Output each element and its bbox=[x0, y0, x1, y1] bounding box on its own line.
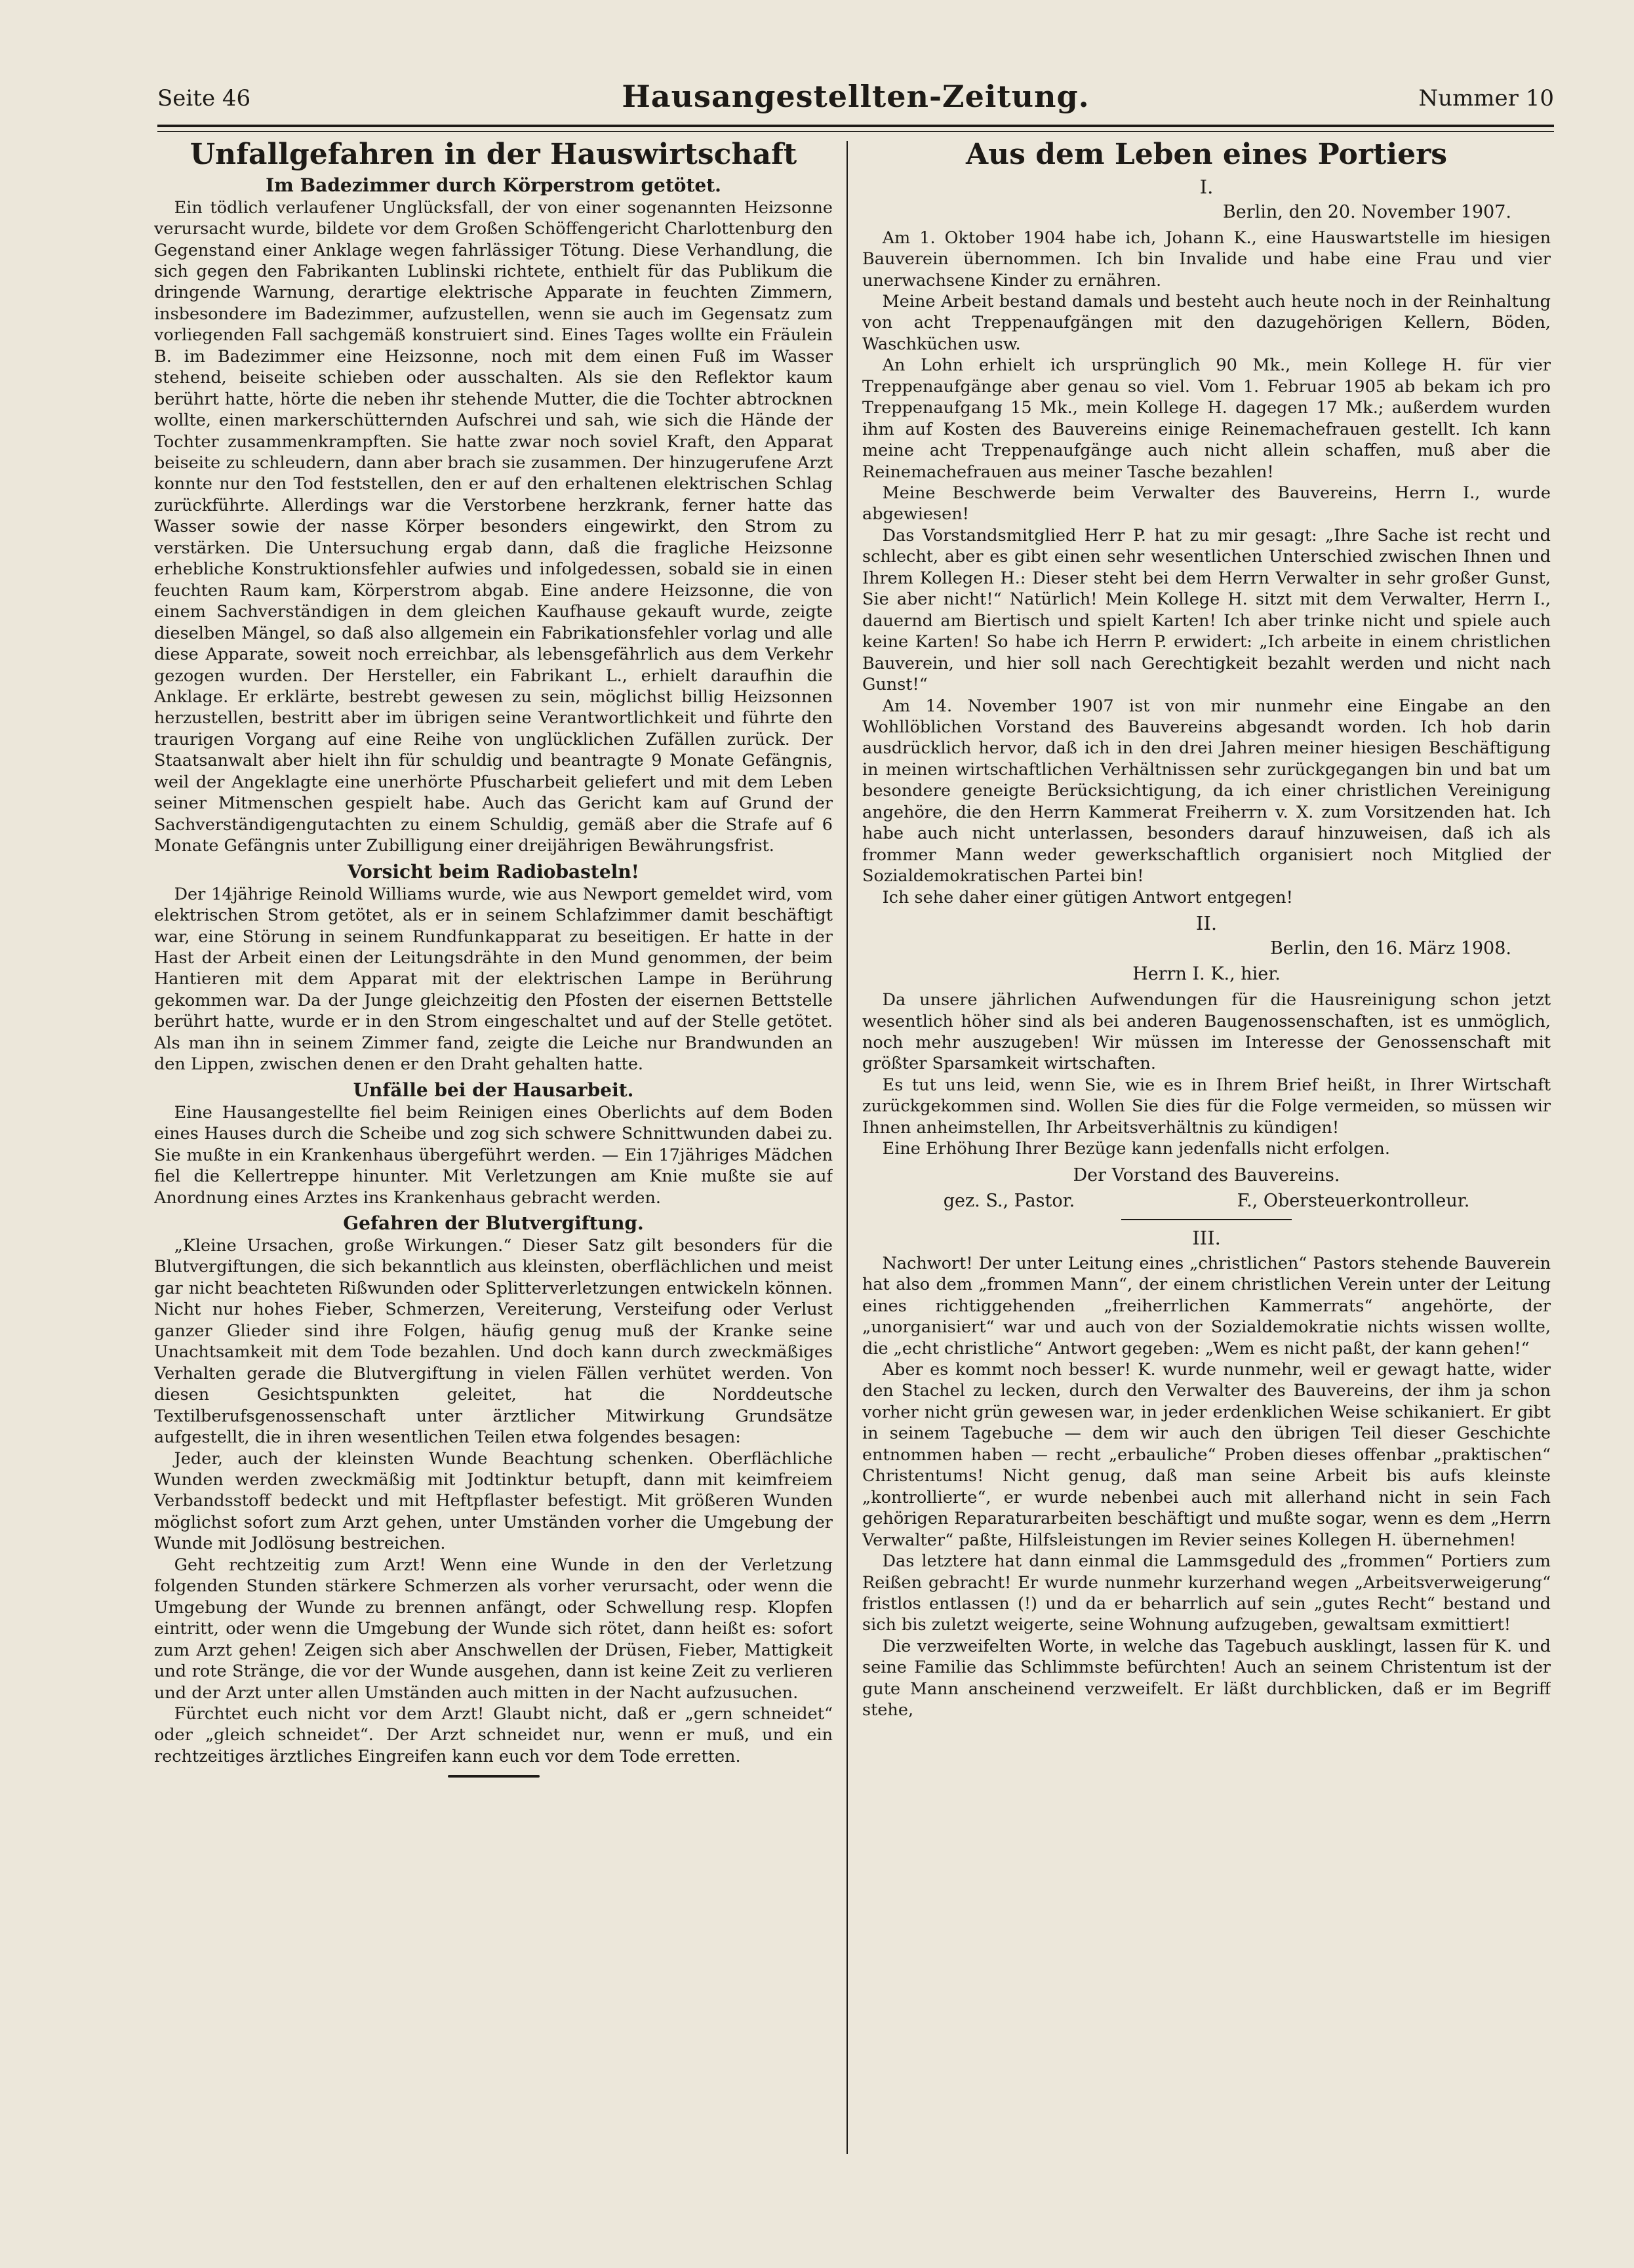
page-number: Seite 46 bbox=[157, 85, 251, 111]
issue-number: Nummer 10 bbox=[1418, 85, 1554, 111]
page-header bbox=[157, 79, 1554, 125]
article-subtitle: Im Badezimmer durch Körperstrom getötet. bbox=[266, 174, 721, 196]
letter-address: Herrn I. K., hier. bbox=[1132, 964, 1281, 985]
paragraph: An Lohn erhielt ich ursprünglich 90 Mk., mein Kollege H. für vier Treppenaufgänge aber genau so viel. Vom 1. Februar 1905 ab bekam ich pro Treppenaufgang 15 Mk., mein Kollege H. dagegen 17 Mk.; außerdem wurden ihm auf Kosten des Bauvereins einige Reinemachefrauen gestellt. Ich kann meine acht Treppenaufgänge auch nicht allein schaffen, muß aber die Reinemachefrauen aus meiner Tasche bezahlen! bbox=[862, 355, 1551, 482]
paragraph: Ein tödlich verlaufener Unglücksfall, der von einer sogenannten Heizsonne verursacht wurde, bildete vor dem Großen Schöffengericht Charlottenburg den Gegenstand einer Anklage wegen fahrlässiger Tötung. Diese Verhandlung, die sich gegen den Fabrikanten Lublinski richtete, enthielt für das Publikum die dringende Warnung, derartige elektrische Apparate in feuchten Zimmern, insbesondere im Badezimmer, aufzustellen, wenn sie auch im Gegensatz zum vorliegenden Fall sachgemäß konstruiert sind. Eines Tages wollte ein Fräulein B. im Badezimmer eine Heizsonne, noch mit dem einen Fuß im Wasser stehend, beiseite schieben oder ausschalten. Als sie den Reflektor kaum berührt hatte, hörte die neben ihr stehende Mutter, die die Tochter abtrocknen wollte, einen markerschütternden Aufschrei und sah, wie sich die Hände der Tochter zusammenkrampften. Sie hatte zwar noch soviel Kraft, den Apparat beiseite zu schleudern, dann aber brach sie zusammen. Der hinzugerufene Arzt konnte nur den Tod feststellen, den er auf den erhaltenen elektrischen Schlag zurückführte. Allerdings war die Verstorbene herzkrank, ferner hatte das Wasser sowie der nasse Körper besonders eingewirkt, den Strom zu verstärken. Die Untersuchung ergab dann, daß die fragliche Heizsonne erhebliche Konstruktionsfehler aufwies und infolgedessen, sobald sie in einen feuchten Raum kam, Körperstrom abgab. Eine andere Heizsonne, die von einem Sachverständigen in dem gleichen Kaufhause gekauft wurde, zeigte dieselben Mängel, so daß also allgemein ein Fabrikationsfehler vorlag und alle diese Apparate, soweit noch erreichbar, als lebensgefährlich aus dem Verkehr gezogen wurden. Der Hersteller, ein Fabrikant L., erhielt daraufhin die Anklage. Er erklärte, bestrebt gewesen zu sein, möglichst billig Heizsonnen herzustellen, bestritt aber im übrigen seine Verantwortlichkeit und führte den traurigen Vorgang auf eine Reihe von unglücklichen Zufällen zurück. Der Staatsanwalt aber hielt ihn für schuldig und beantragte 9 Monate Gefängnis, weil der Angeklagte eine unerhörte Pfuscharbeit geliefert und mit dem Leben seiner Mitmenschen gespielt habe. Auch das Gericht kam auf Grund der Sachverständigengutachten zu einem Schuldig, gemäß aber die Strafe auf 6 Monate Gefängnis unter Zubilligung einer dreijährigen Bewährungsfrist. bbox=[154, 197, 833, 856]
paragraph: Es tut uns leid, wenn Sie, wie es in Ihrem Brief heißt, in Ihrer Wirtschaft zurückgekommen sind. Wollen Sie dies für die Folge vermeiden, so müssen wir Ihnen anheimstellen, Ihr Arbeitsverhältnis zu kündigen! bbox=[862, 1075, 1551, 1138]
paragraph: Der 14jährige Reinold Williams wurde, wie aus Newport gemeldet wird, vom elektrischen Strom getötet, als er in seinem Schlafzimmer damit beschäftigt war, eine Störung in seinem Rundfunkapparat zu beseitigen. Er hatte in der Hast der Arbeit einen der Leitungsdrähte in den Mund genommen, der beim Hantieren mit dem Apparat mit der elektrischen Lampe in Berührung gekommen war. Da der Junge gleichzeitig den Pfosten der eisernen Bettstelle berührt hatte, wurde er in den Strom eingeschaltet und auf der Stelle getötet. Als man ihn in seinem Zimmer fand, zeigte die Leiche nur Brandwunden an den Lippen, zwischen denen er den Draht gehalten hatte. bbox=[154, 884, 833, 1075]
paragraph: Jeder, auch der kleinsten Wunde Beachtung schenken. Oberflächliche Wunden werden zweckmäßig mit Jodtinktur betupft, dann mit keimfreiem Verbandsstoff bedeckt und mit Heftpflaster befestigt. Mit größeren Wunden möglichst sofort zum Arzt gehen, unter Umständen vorher die Umgebung der Wunde mit Jodlösung bestreichen. bbox=[154, 1448, 833, 1554]
paragraph: Am 14. November 1907 ist von mir nunmehr eine Eingabe an den Wohllöblichen Vorstand des Bauvereins abgesandt worden. Ich hob darin ausdrücklich hervor, daß ich in den drei Jahren meiner hiesigen Beschäftigung in meinen wirtschaftlichen Verhältnissen sehr zurückgegangen bin und bat um besondere geneigte Berücksichtigung, da ich einer christlichen Vereinigung angehöre, die den Herrn Kammerat Freiherrn v. X. zum Vorsitzenden hat. Ich habe auch nicht unterlassen, besonders darauf hinzuweisen, daß ich als frommer Mann weder gewerkschaftlich organisiert noch Mitglied der Sozialdemokratischen Partei bin! bbox=[862, 696, 1551, 886]
section-numeral: II. bbox=[1195, 912, 1218, 935]
section-numeral: III. bbox=[1192, 1226, 1221, 1249]
right-column-article bbox=[862, 134, 1551, 2163]
letter-date: Berlin, den 20. November 1907. bbox=[1222, 201, 1511, 222]
paragraph: Eine Erhöhung Ihrer Bezüge kann jedenfalls nicht erfolgen. bbox=[882, 1139, 1390, 1159]
header-rule bbox=[157, 125, 1554, 127]
column-divider bbox=[847, 141, 848, 2154]
letter-sender: Der Vorstand des Bauvereins. bbox=[1073, 1164, 1340, 1185]
paragraph: Eine Hausangestellte fiel beim Reinigen eines Oberlichts auf dem Boden eines Hauses durch die Scheibe und zog sich schwere Schnittwunden dabei zu. Sie mußte in ein Krankenhaus übergeführt werden. — Ein 17jähriges Mädchen fiel die Kellertreppe hinunter. Mit Verletzungen am Knie mußte sie auf Anordnung eines Arztes ins Krankenhaus gebracht werden. bbox=[154, 1102, 833, 1208]
paragraph: Meine Arbeit bestand damals und besteht auch heute noch in der Reinhaltung von acht Treppenaufgängen mit den dazugehörigen Kellern, Böden, Waschküchen usw. bbox=[862, 291, 1551, 354]
paragraph: Aber es kommt noch besser! K. wurde nunmehr, weil er gewagt hatte, wider den Stachel zu lecken, durch den Verwalter des Bauvereins, der ihm ja schon vorher nicht grün gewesen war, in jeder erdenklichen Weise schikaniert. Er gibt in seinem Tagebuche — dem wir auch den übrigen Teil dieser Geschichte entnommen haben — recht „erbauliche“ Proben dieses offenbar „praktischen“ Christentums! Nicht genug, daß man seine Arbeit bis aufs kleinste „kontrollierte“, er wurde nebenbei auch mit allerhand nicht in sein Fach gehörigen Reparaturarbeiten beschäftigt und mußte sogar, wenn es dem „Herrn Verwalter“ paßte, Hilfsleistungen im Revier seines Kollegen H. übernehmen! bbox=[862, 1359, 1551, 1550]
paragraph: Geht rechtzeitig zum Arzt! Wenn eine Wunde in den der Verletzung folgenden Stunden stärkere Schmerzen als vorher verursacht, oder wenn die Umgebung der Wunde zu brennen anfängt, oder Schwellung resp. Klopfen eintritt, oder wenn die Umgebung der Wunde sich rötet, dann heißt es: sofort zum Arzt gehen! Zeigen sich aber Anschwellen der Drüsen, Fieber, Mattigkeit und rote Stränge, die vor der Wunde ausgehen, dann ist keine Zeit zu verlieren und der Arzt unter allen Umständen auch mitten in der Nacht aufzusuchen. bbox=[154, 1555, 833, 1703]
paragraph: Das Vorstandsmitglied Herr P. hat zu mir gesagt: „Ihre Sache ist recht und schlecht, aber es gibt einen sehr wesentlichen Unterschied zwischen Ihnen und Ihrem Kollegen H.: Dieser steht bei dem Herrn Verwalter in sehr großer Gunst, Sie aber nicht!“ Natürlich! Mein Kollege H. sitzt mit dem Verwalter, Herrn I., dauernd am Biertisch und spielt Karten! Ich aber trinke nicht und spiele auch keine Karten! So habe ich Herrn P. erwidert: „Ich arbeite in einem christlichen Bauverein, und hier soll nach Gerechtigkeit bezahlt werden und nicht nach Gunst!“ bbox=[862, 525, 1551, 695]
section-heading: Vorsicht beim Radiobasteln! bbox=[348, 860, 639, 883]
paragraph: „Kleine Ursachen, große Wirkungen.“ Dieser Satz gilt besonders für die Blutvergiftungen, die sich bekanntlich aus kleinsten, oberflächlichen und meist gar nicht beachteten Rißwunden oder Splitterverletzungen entwickeln können. Nicht nur hohes Fieber, Schmerzen, Vereiterung, Versteifung oder Verlust ganzer Glieder sind ihre Folgen, häufig genug muß der Kranke seine Unachtsamkeit mit dem Tode bezahlen. Und doch kann durch zweckmäßiges Verhalten gerade die Blutvergiftung in vielen Fällen verhütet werden. Von diesen Gesichtspunkten geleitet, hat die Norddeutsche Textilberufsgenossenschaft unter ärztlicher Mitwirkung Grundsätze aufgestellt, die in ihren wesentlichen Teilen etwa folgendes besagen: bbox=[154, 1235, 833, 1448]
left-column-article bbox=[154, 134, 833, 2163]
signature-controller: F., Obersteuerkontrolleur. bbox=[1237, 1190, 1470, 1211]
paragraph: Da unsere jährlichen Aufwendungen für die Hausreinigung schon jetzt wesentlich höher sind als bei anderen Baugenossenschaften, ist es unmöglich, noch mehr auszugeben! Wir müssen im Interesse der Genossenschaft mit größter Sparsamkeit wirtschaften. bbox=[862, 990, 1551, 1074]
section-numeral: I. bbox=[1199, 175, 1214, 198]
paragraph: Nachwort! Der unter Leitung eines „christlichen“ Pastors stehende Bauverein hat also dem „frommen Mann“, der einem christlichen Verein unter der Leitung eines richtiggehenden „freiherrlichen Kammerrats“ angehörte, der „unorganisiert“ war und auch von der Sozialdemokratie nichts wissen wollte, die „echt christliche“ Antwort gegeben: „Wem es nicht paßt, der kann gehen!“ bbox=[862, 1253, 1551, 1359]
section-heading: Gefahren der Blutvergiftung. bbox=[343, 1212, 644, 1234]
paragraph: Die verzweifelten Worte, in welche das Tagebuch ausklingt, lassen für K. und seine Familie das Schlimmste befürchten! Auch an seinem Christentum ist der gute Mann anscheinend verzweifelt. Er läßt durchblicken, daß er im Begriff stehe, bbox=[862, 1636, 1551, 1721]
newspaper-title: Hausangestellten-Zeitung. bbox=[622, 79, 1090, 114]
paragraph: Ich sehe daher einer gütigen Antwort entgegen! bbox=[882, 887, 1293, 907]
paragraph: Fürchtet euch nicht vor dem Arzt! Glaubt nicht, daß er „gern schneidet“ oder „gleich schneidet“. Der Arzt schneidet nur, wenn er muß, und ein rechtzeitiges ärztliches Eingreifen kann euch vor dem Tode erretten. bbox=[154, 1703, 833, 1766]
paragraph: Das letztere hat dann einmal die Lammsgeduld des „frommen“ Portiers zum Reißen gebracht! Er wurde nunmehr kurzerhand wegen „Arbeitsverweigerung“ fristlos entlassen (!) und da er beharrlich auf sein „gutes Recht“ bestand und sich bis zuletzt weigerte, seine Wohnung aufzugeben, gewaltsam exmittiert! bbox=[862, 1551, 1551, 1635]
header-rule-thin bbox=[157, 131, 1554, 132]
article-title: Aus dem Leben eines Portiers bbox=[965, 138, 1448, 171]
separator-rule bbox=[1121, 1219, 1292, 1220]
signatures bbox=[862, 1191, 1551, 1211]
paragraph: Meine Beschwerde beim Verwalter des Bauvereins, Herrn I., wurde abgewiesen! bbox=[862, 483, 1551, 525]
section-heading: Unfälle bei der Hausarbeit. bbox=[353, 1079, 634, 1101]
letter-date: Berlin, den 16. März 1908. bbox=[1269, 938, 1511, 959]
article-title: Unfallgefahren in der Hauswirtschaft bbox=[189, 138, 797, 171]
signature-pastor: gez. S., Pastor. bbox=[943, 1190, 1075, 1211]
end-ornament bbox=[448, 1775, 540, 1778]
paragraph: Am 1. Oktober 1904 habe ich, Johann K., eine Hauswartstelle im hiesigen Bauverein übernommen. Ich bin Invalide und habe eine Frau und vier unerwachsene Kinder zu ernähren. bbox=[862, 228, 1551, 290]
